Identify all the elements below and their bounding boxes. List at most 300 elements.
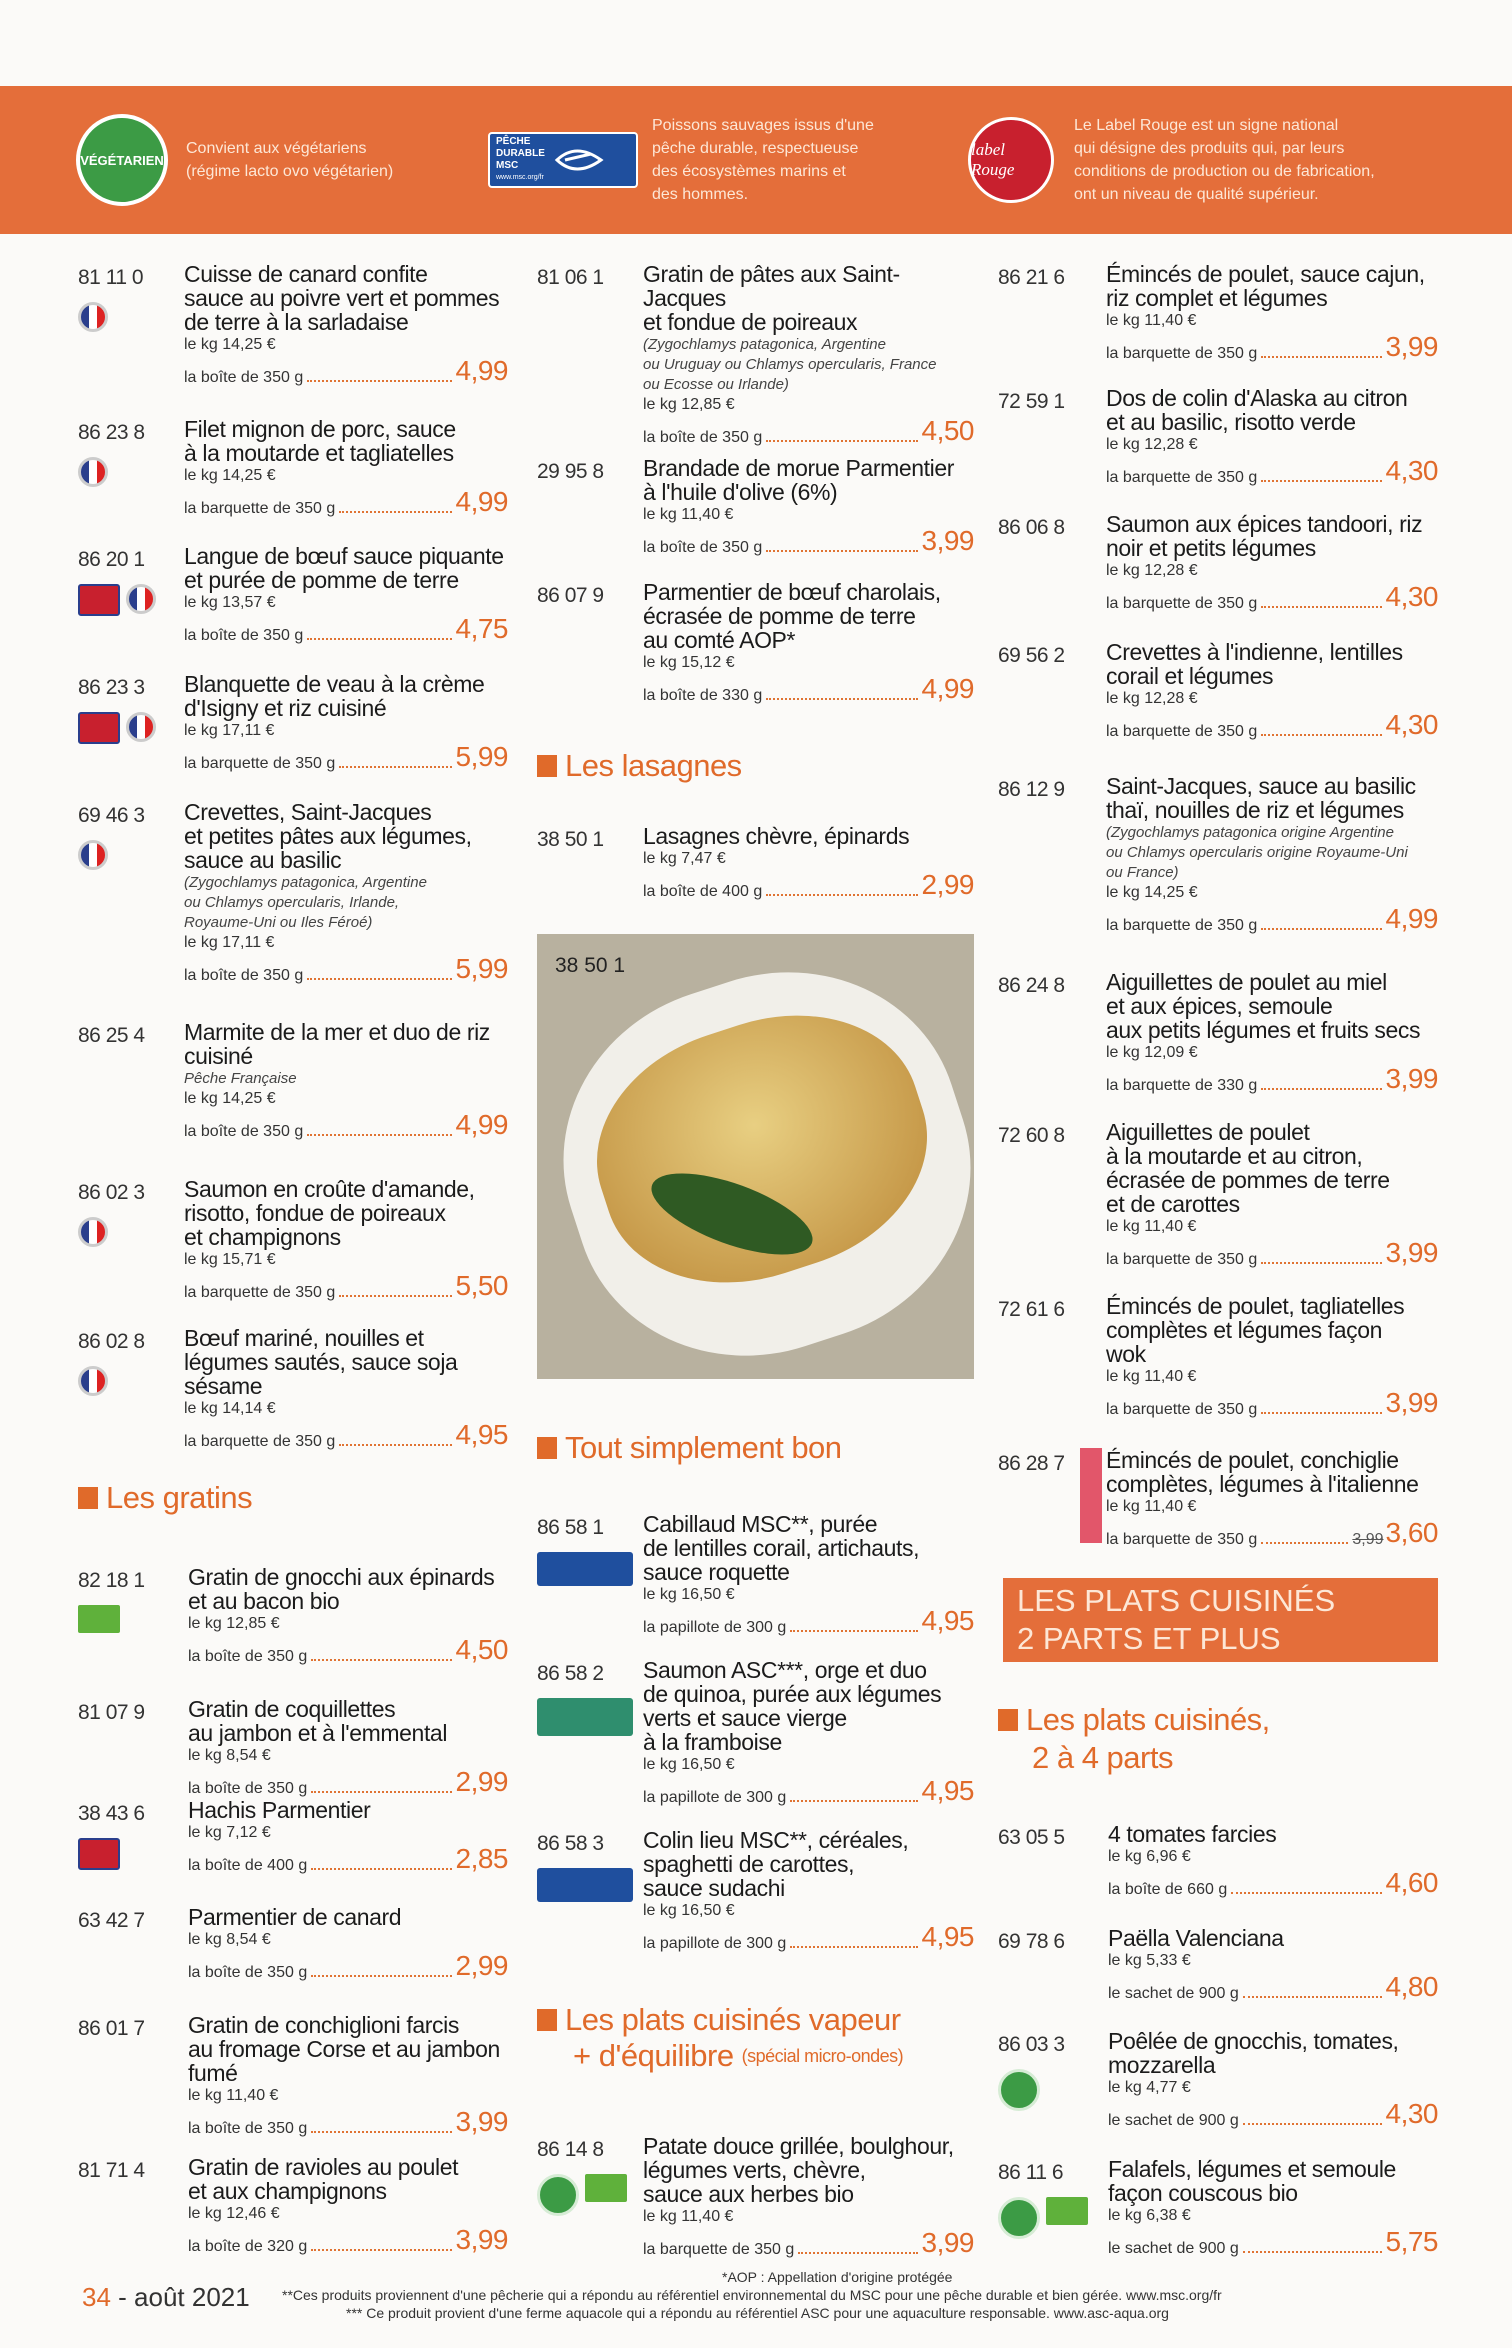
price-per-kg: le kg 16,50 € — [643, 1756, 735, 1773]
dot-leader — [1261, 480, 1381, 482]
product-code: 86 58 3 — [537, 1832, 604, 1855]
product-origin: Royaume-Uni ou Iles Féroé) — [184, 914, 373, 931]
price-line — [188, 1950, 508, 1982]
product-name: Cuisse de canard confite — [184, 261, 428, 287]
product-code: 86 20 1 — [78, 548, 145, 571]
product-name: noir et petits légumes — [1106, 535, 1316, 561]
product-name: cuisiné — [184, 1043, 253, 1069]
dot-leader — [307, 638, 451, 640]
price-line — [188, 1634, 508, 1666]
price-line — [1106, 581, 1438, 613]
dot-leader — [766, 894, 917, 896]
product-badges — [78, 1217, 108, 1247]
label-rouge-logo-icon: label Rouge — [968, 117, 1054, 203]
product-code: 86 58 2 — [537, 1662, 604, 1685]
product-name: d'Isigny et riz cuisiné — [184, 695, 387, 721]
product-name: Aiguillettes de poulet — [1106, 1119, 1310, 1145]
product-badges — [998, 2197, 1088, 2239]
label-rouge-badge-icon — [78, 584, 120, 616]
product-code: 81 11 0 — [78, 266, 144, 289]
dot-leader — [1261, 1262, 1381, 1264]
dot-leader — [311, 2131, 451, 2133]
product-item — [537, 824, 974, 901]
product-name: risotto, fondue de poireaux — [184, 1200, 446, 1226]
product-price: 2,85 — [455, 1843, 508, 1874]
product-origin: ou Chlamys opercularis, Irlande, — [184, 894, 400, 911]
vegetarien-badge-icon — [998, 2069, 1040, 2111]
product-name: Émincés de poulet, tagliatelles — [1106, 1293, 1405, 1319]
product-name: et au basilic, risotto verde — [1106, 409, 1356, 435]
product-price: 4,99 — [455, 355, 508, 386]
msc-text: Poissons sauvages issus d'une pêche durable, respectueuse des écosystèmes marins et des hommes. — [652, 117, 874, 203]
product-name: à l'huile d'olive (6%) — [643, 479, 838, 505]
product-name: Gratin de ravioles au poulet — [188, 2154, 459, 2180]
dot-leader — [307, 1134, 451, 1136]
product-badges — [78, 1605, 120, 1633]
dot-leader — [339, 1444, 451, 1446]
product-origin: ou Chlamys opercularis origine Royaume-Uni — [1106, 844, 1408, 861]
product-code: 86 24 8 — [998, 974, 1065, 997]
origine-france-icon — [78, 1366, 108, 1396]
product-name: de terre à la sarladaise — [184, 309, 409, 335]
product-code: 69 78 6 — [998, 1930, 1065, 1953]
product-price: 4,30 — [1385, 455, 1438, 486]
price-per-kg: le kg 11,40 € — [643, 506, 734, 523]
unit-label: la barquette de 350 g — [1106, 345, 1258, 362]
product-origin: ou Ecosse ou Irlande) — [643, 376, 789, 393]
product-name: façon couscous bio — [1108, 2180, 1298, 2206]
product-price: 4,95 — [921, 1775, 974, 1806]
product-item — [78, 1565, 508, 1666]
section-title: Les plats cuisinés vapeur — [537, 2002, 901, 2038]
product-name: Filet mignon de porc, sauce — [184, 416, 456, 442]
product-code: 81 07 9 — [78, 1701, 145, 1724]
product-name: Bœuf mariné, nouilles et — [184, 1325, 424, 1351]
dot-leader — [307, 380, 451, 382]
product-name: wok — [1106, 1341, 1146, 1367]
product-price: 4,95 — [921, 1921, 974, 1952]
product-price: 4,75 — [455, 613, 508, 644]
product-name: Émincés de poulet, sauce cajun, — [1106, 261, 1425, 287]
product-price: 3,99 — [1385, 1387, 1438, 1418]
product-name: sauce aux herbes bio — [643, 2181, 854, 2207]
unit-label: la barquette de 350 g — [1106, 469, 1258, 486]
section-title: Les plats cuisinés, — [998, 1702, 1270, 1738]
product-code: 86 21 6 — [998, 266, 1065, 289]
msc-logo-icon: PÊCHE DURABLE MSC www.msc.org/fr — [488, 132, 638, 188]
price-per-kg: le kg 11,40 € — [1106, 1368, 1197, 1385]
product-code: 38 50 1 — [537, 828, 604, 851]
product-item — [78, 1697, 508, 1798]
product-name: Blanquette de veau à la crème — [184, 671, 485, 697]
msc-segment — [488, 86, 874, 234]
product-code: 86 02 8 — [78, 1330, 145, 1353]
product-code: 86 03 3 — [998, 2033, 1065, 2056]
origine-france-icon — [78, 1217, 108, 1247]
unit-label: la barquette de 350 g — [1106, 1531, 1258, 1548]
product-name: et petites pâtes aux légumes, — [184, 823, 472, 849]
product-badges — [537, 1552, 633, 1586]
product-item — [78, 2013, 508, 2138]
price-line — [184, 1419, 508, 1451]
product-price: 5,75 — [1385, 2226, 1438, 2257]
product-code: 63 05 5 — [998, 1826, 1065, 1849]
product-name: Patate douce grillée, boulghour, — [643, 2133, 954, 2159]
product-price: 3,60 — [1385, 1517, 1438, 1548]
product-name: et purée de pomme de terre — [184, 567, 459, 593]
dot-leader — [798, 2252, 917, 2254]
product-name: Brandade de morue Parmentier — [643, 455, 954, 481]
product-name: à la moutarde et tagliatelles — [184, 440, 454, 466]
product-code: 72 59 1 — [998, 390, 1065, 413]
price-per-kg: le kg 15,12 € — [643, 654, 735, 671]
origine-france-icon — [78, 302, 108, 332]
product-price: 4,30 — [1385, 2098, 1438, 2129]
price-per-kg: le kg 7,12 € — [188, 1824, 271, 1841]
section-title: Les gratins — [78, 1480, 252, 1516]
price-line — [1106, 331, 1438, 363]
dot-leader — [311, 2249, 451, 2251]
dot-leader — [1261, 1542, 1348, 1544]
product-code: 81 06 1 — [537, 266, 604, 289]
origine-france-icon — [126, 712, 156, 742]
dot-leader — [307, 978, 451, 980]
unit-label: la boîte de 350 g — [188, 1780, 308, 1797]
section-title: Les lasagnes — [537, 748, 742, 784]
dot-leader — [790, 1800, 917, 1802]
product-item — [78, 1177, 508, 1302]
product-name: Parmentier de bœuf charolais, — [643, 579, 941, 605]
unit-label: la boîte de 330 g — [643, 687, 763, 704]
product-badges — [537, 1868, 633, 1902]
unit-label: la papillote de 300 g — [643, 1619, 787, 1636]
product-price: 4,99 — [921, 673, 974, 704]
vegetarien-text: Convient aux végétariens (régime lacto ovo végétarien) — [186, 140, 394, 180]
product-name: complètes et légumes façon — [1106, 1317, 1382, 1343]
unit-label: le sachet de 900 g — [1108, 2112, 1239, 2129]
product-name: sauce au basilic — [184, 847, 342, 873]
section-subtitle: + d'équilibre (spécial micro-ondes) — [573, 2038, 904, 2073]
unit-label: la barquette de 350 g — [1106, 917, 1258, 934]
product-name: légumes sautés, sauce soja — [184, 1349, 458, 1375]
section-square-icon — [998, 1709, 1018, 1731]
label-banner — [0, 86, 1512, 234]
dot-leader — [1261, 734, 1381, 736]
product-item — [78, 2155, 508, 2256]
price-line — [643, 1605, 974, 1637]
price-per-kg: le kg 16,50 € — [643, 1586, 735, 1603]
product-code: 86 07 9 — [537, 584, 604, 607]
fish-icon — [551, 140, 611, 180]
unit-label: la boîte de 350 g — [643, 429, 763, 446]
dot-leader — [1243, 2123, 1382, 2125]
price-per-kg: le kg 12,85 € — [188, 1615, 280, 1632]
price-line — [184, 741, 508, 773]
dot-leader — [339, 511, 451, 513]
origine-france-icon — [126, 584, 156, 614]
product-name: mozzarella — [1108, 2052, 1216, 2078]
unit-label: le sachet de 900 g — [1108, 2240, 1239, 2257]
price-line — [643, 1921, 974, 1953]
section-subtitle: 2 à 4 parts — [1032, 1740, 1173, 1775]
product-name: de lentilles corail, artichauts, — [643, 1535, 920, 1561]
product-code: 86 25 4 — [78, 1024, 145, 1047]
dot-leader — [790, 1946, 917, 1948]
product-item — [998, 2157, 1438, 2258]
price-line — [188, 2224, 508, 2256]
product-name: Gratin de conchiglioni farcis — [188, 2012, 459, 2038]
product-name: et fondue de poireaux — [643, 309, 858, 335]
section-square-icon — [537, 755, 557, 777]
label-rouge-badge-icon — [78, 712, 120, 744]
dot-leader — [339, 1295, 451, 1297]
dot-leader — [1261, 356, 1381, 358]
label-rouge-text: Le Label Rouge est un signe national qui désigne des produits qui, par leurs conditions de production ou de fabrication, ont un niveau de qualité supérieur. — [1074, 117, 1375, 203]
price-per-kg: le kg 8,54 € — [188, 1931, 271, 1948]
section-square-icon — [537, 2009, 557, 2031]
unit-label: la barquette de 350 g — [184, 1433, 336, 1450]
page-number: 34 - août 2021 — [82, 2282, 250, 2312]
product-price: 4,99 — [1385, 903, 1438, 934]
product-item — [78, 800, 508, 985]
product-price: 4,99 — [455, 486, 508, 517]
product-origin: ou France) — [1106, 864, 1179, 881]
product-badges — [78, 840, 108, 870]
product-price: 4,99 — [455, 1109, 508, 1140]
product-code: 69 46 3 — [78, 804, 145, 827]
product-item — [537, 262, 974, 447]
price-line — [643, 869, 974, 901]
product-price: 4,60 — [1385, 1867, 1438, 1898]
dot-leader — [1231, 1892, 1381, 1894]
product-badges — [998, 2069, 1040, 2111]
product-name: aux petits légumes et fruits secs — [1106, 1017, 1421, 1043]
product-name: Lasagnes chèvre, épinards — [643, 823, 910, 849]
product-name: et champignons — [184, 1224, 341, 1250]
price-line — [1106, 903, 1438, 935]
product-item — [998, 1926, 1438, 2003]
product-item — [998, 386, 1438, 487]
unit-label: la barquette de 350 g — [184, 500, 336, 517]
dot-leader — [766, 698, 917, 700]
product-name: écrasée de pommes de terre — [1106, 1167, 1390, 1193]
vegetarien-badge-icon — [537, 2174, 579, 2216]
product-price: 5,99 — [455, 741, 508, 772]
product-code: 86 11 6 — [998, 2161, 1064, 2184]
product-name: Émincés de poulet, conchiglie — [1106, 1447, 1399, 1473]
dot-leader — [1261, 1412, 1381, 1414]
price-line — [1108, 2226, 1438, 2258]
product-item — [78, 1326, 508, 1451]
price-per-kg: le kg 17,11 € — [184, 934, 275, 951]
product-name: corail et légumes — [1106, 663, 1274, 689]
product-name: au fromage Corse et au jambon — [188, 2036, 500, 2062]
product-name: Aiguillettes de poulet au miel — [1106, 969, 1387, 995]
section-square-icon — [537, 1437, 557, 1459]
product-price: 3,99 — [455, 2106, 508, 2137]
dot-leader — [1261, 928, 1381, 930]
product-name: Marmite de la mer et duo de riz — [184, 1019, 490, 1045]
product-name: Crevettes, Saint-Jacques — [184, 799, 432, 825]
product-price: 4,95 — [921, 1605, 974, 1636]
product-item — [537, 456, 974, 557]
product-price: 3,99 — [1385, 331, 1438, 362]
price-per-kg: le kg 11,40 € — [1106, 312, 1197, 329]
product-item — [78, 672, 508, 773]
product-price: 3,99 — [455, 2224, 508, 2255]
price-line — [643, 673, 974, 705]
product-name: Crevettes à l'indienne, lentilles — [1106, 639, 1403, 665]
bio-leaf-icon — [585, 2174, 627, 2202]
unit-label: la boîte de 350 g — [188, 2120, 308, 2137]
price-per-kg: le kg 7,47 € — [643, 850, 726, 867]
dot-leader — [311, 1868, 451, 1870]
product-price: 4,30 — [1385, 709, 1438, 740]
product-name: Saumon aux épices tandoori, riz — [1106, 511, 1423, 537]
unit-label: la boîte de 400 g — [643, 883, 763, 900]
product-badges — [78, 457, 108, 487]
product-price: 4,80 — [1385, 1971, 1438, 2002]
product-item — [998, 640, 1438, 741]
price-line — [643, 1775, 974, 1807]
product-item — [998, 970, 1438, 1095]
product-code: 86 28 7 — [998, 1452, 1065, 1475]
product-name: et de carottes — [1106, 1191, 1240, 1217]
label-rouge-badge-icon — [78, 1838, 120, 1870]
product-origin: (Zygochlamys patagonica origine Argentine — [1106, 824, 1394, 841]
price-per-kg: le kg 11,40 € — [1106, 1218, 1197, 1235]
product-item — [998, 262, 1438, 363]
product-badges — [78, 584, 156, 616]
plats-2-parts-box: LES PLATS CUISINÉS 2 PARTS ET PLUS — [1003, 1578, 1438, 1662]
unit-label: la boîte de 350 g — [184, 627, 304, 644]
unit-label: la boîte de 320 g — [188, 2238, 308, 2255]
product-name: complètes, légumes à l'italienne — [1106, 1471, 1419, 1497]
product-item — [998, 1120, 1438, 1269]
price-per-kg: le kg 12,28 € — [1106, 562, 1198, 579]
unit-label: la boîte de 350 g — [184, 1123, 304, 1140]
product-item — [78, 1905, 508, 1982]
price-line — [1108, 1971, 1438, 2003]
price-line — [188, 2106, 508, 2138]
product-name: thaï, nouilles de riz et légumes — [1106, 797, 1404, 823]
product-name: verts et sauce vierge — [643, 1705, 847, 1731]
unit-label: la barquette de 330 g — [1106, 1077, 1258, 1094]
product-price: 4,50 — [921, 415, 974, 446]
price-line — [1108, 2098, 1438, 2130]
unit-label: la boîte de 350 g — [643, 539, 763, 556]
dot-leader — [790, 1630, 917, 1632]
product-origin: (Zygochlamys patagonica, Argentine — [643, 336, 886, 353]
product-item — [78, 417, 508, 518]
price-line — [643, 525, 974, 557]
product-name: Dos de colin d'Alaska au citron — [1106, 385, 1408, 411]
price-per-kg: le kg 12,28 € — [1106, 436, 1198, 453]
product-name: riz complet et légumes — [1106, 285, 1328, 311]
unit-label: la barquette de 350 g — [1106, 1401, 1258, 1418]
product-name: Paëlla Valenciana — [1108, 1925, 1284, 1951]
dot-leader — [1261, 606, 1381, 608]
product-name: Saumon ASC***, orge et duo — [643, 1657, 927, 1683]
dot-leader — [766, 440, 917, 442]
product-code: 86 06 8 — [998, 516, 1065, 539]
product-price: 3,99 — [1385, 1063, 1438, 1094]
product-name: de quinoa, purée aux légumes — [643, 1681, 942, 1707]
price-per-kg: le kg 12,46 € — [188, 2205, 280, 2222]
product-code: 86 23 3 — [78, 676, 145, 699]
product-code: 81 71 4 — [78, 2159, 145, 2182]
product-price: 3,99 — [921, 525, 974, 556]
price-line — [184, 1109, 508, 1141]
price-per-kg: le kg 12,28 € — [1106, 690, 1198, 707]
product-badges — [78, 712, 156, 744]
vegetarien-segment — [76, 86, 393, 234]
product-item — [78, 262, 508, 387]
product-name: et aux champignons — [188, 2178, 387, 2204]
price-per-kg: le kg 5,33 € — [1108, 1952, 1191, 1969]
product-price: 5,99 — [455, 953, 508, 984]
product-name: au comté AOP* — [643, 627, 796, 653]
price-per-kg: le kg 8,54 € — [188, 1747, 271, 1764]
product-name: Hachis Parmentier — [188, 1797, 371, 1823]
product-name: sauce roquette — [643, 1559, 790, 1585]
unit-label: la boîte de 660 g — [1108, 1881, 1228, 1898]
lasagne-photo — [537, 934, 974, 1379]
product-item — [998, 512, 1438, 613]
vegetarien-badge-icon — [998, 2197, 1040, 2239]
price-line — [184, 355, 508, 387]
price-per-kg: le kg 11,40 € — [1106, 1498, 1197, 1515]
product-name: Falafels, légumes et semoule — [1108, 2156, 1396, 2182]
dot-leader — [339, 766, 451, 768]
price-per-kg: le kg 15,71 € — [184, 1251, 276, 1268]
unit-label: la barquette de 350 g — [184, 1284, 336, 1301]
unit-label: la barquette de 350 g — [184, 755, 336, 772]
product-code: 86 01 7 — [78, 2017, 145, 2040]
price-line — [188, 1766, 508, 1798]
price-per-kg: le kg 4,77 € — [1108, 2079, 1191, 2096]
product-name: fumé — [188, 2060, 238, 2086]
price-per-kg: le kg 16,50 € — [643, 1902, 735, 1919]
product-item — [537, 1658, 974, 1807]
price-per-kg: le kg 14,14 € — [184, 1400, 276, 1417]
unit-label: la boîte de 350 g — [188, 1964, 308, 1981]
price-line — [184, 1270, 508, 1302]
photo-code: 38 50 1 — [555, 954, 626, 977]
product-code: 38 43 6 — [78, 1802, 145, 1825]
product-item — [998, 774, 1438, 935]
price-per-kg: le kg 14,25 € — [184, 467, 276, 484]
product-badges — [78, 1366, 108, 1396]
product-badges — [78, 1838, 120, 1870]
dot-leader — [1243, 1996, 1382, 1998]
unit-label: la boîte de 350 g — [188, 1648, 308, 1665]
msc-badge-icon — [537, 1552, 633, 1586]
unit-label: le sachet de 900 g — [1108, 1985, 1239, 2002]
product-item — [998, 2029, 1438, 2130]
product-item — [537, 1512, 974, 1637]
promo-bar — [1080, 1448, 1102, 1543]
product-name: Poêlée de gnocchis, tomates, — [1108, 2028, 1399, 2054]
price-per-kg: le kg 11,40 € — [188, 2087, 279, 2104]
product-price: 4,50 — [455, 1634, 508, 1665]
product-name: Gratin de pâtes aux Saint-Jacques — [643, 261, 900, 311]
price-per-kg: le kg 11,40 € — [643, 2208, 734, 2225]
footnotes: *AOP : Appellation d'origine protégée **Ces produits proviennent d'une pêcherie qui a répondu au référentiel environnemental du MSC pour une pêche durable et bien gérée. www.msc.org/fr *** Ce produit provient d'une ferme aquacole qui a répondu au référentiel ASC pour une aquaculture responsable. www.asc-aqua.org — [282, 2269, 1222, 2321]
unit-label: la papillote de 300 g — [643, 1935, 787, 1952]
price-line — [1106, 455, 1438, 487]
unit-label: la barquette de 350 g — [1106, 595, 1258, 612]
